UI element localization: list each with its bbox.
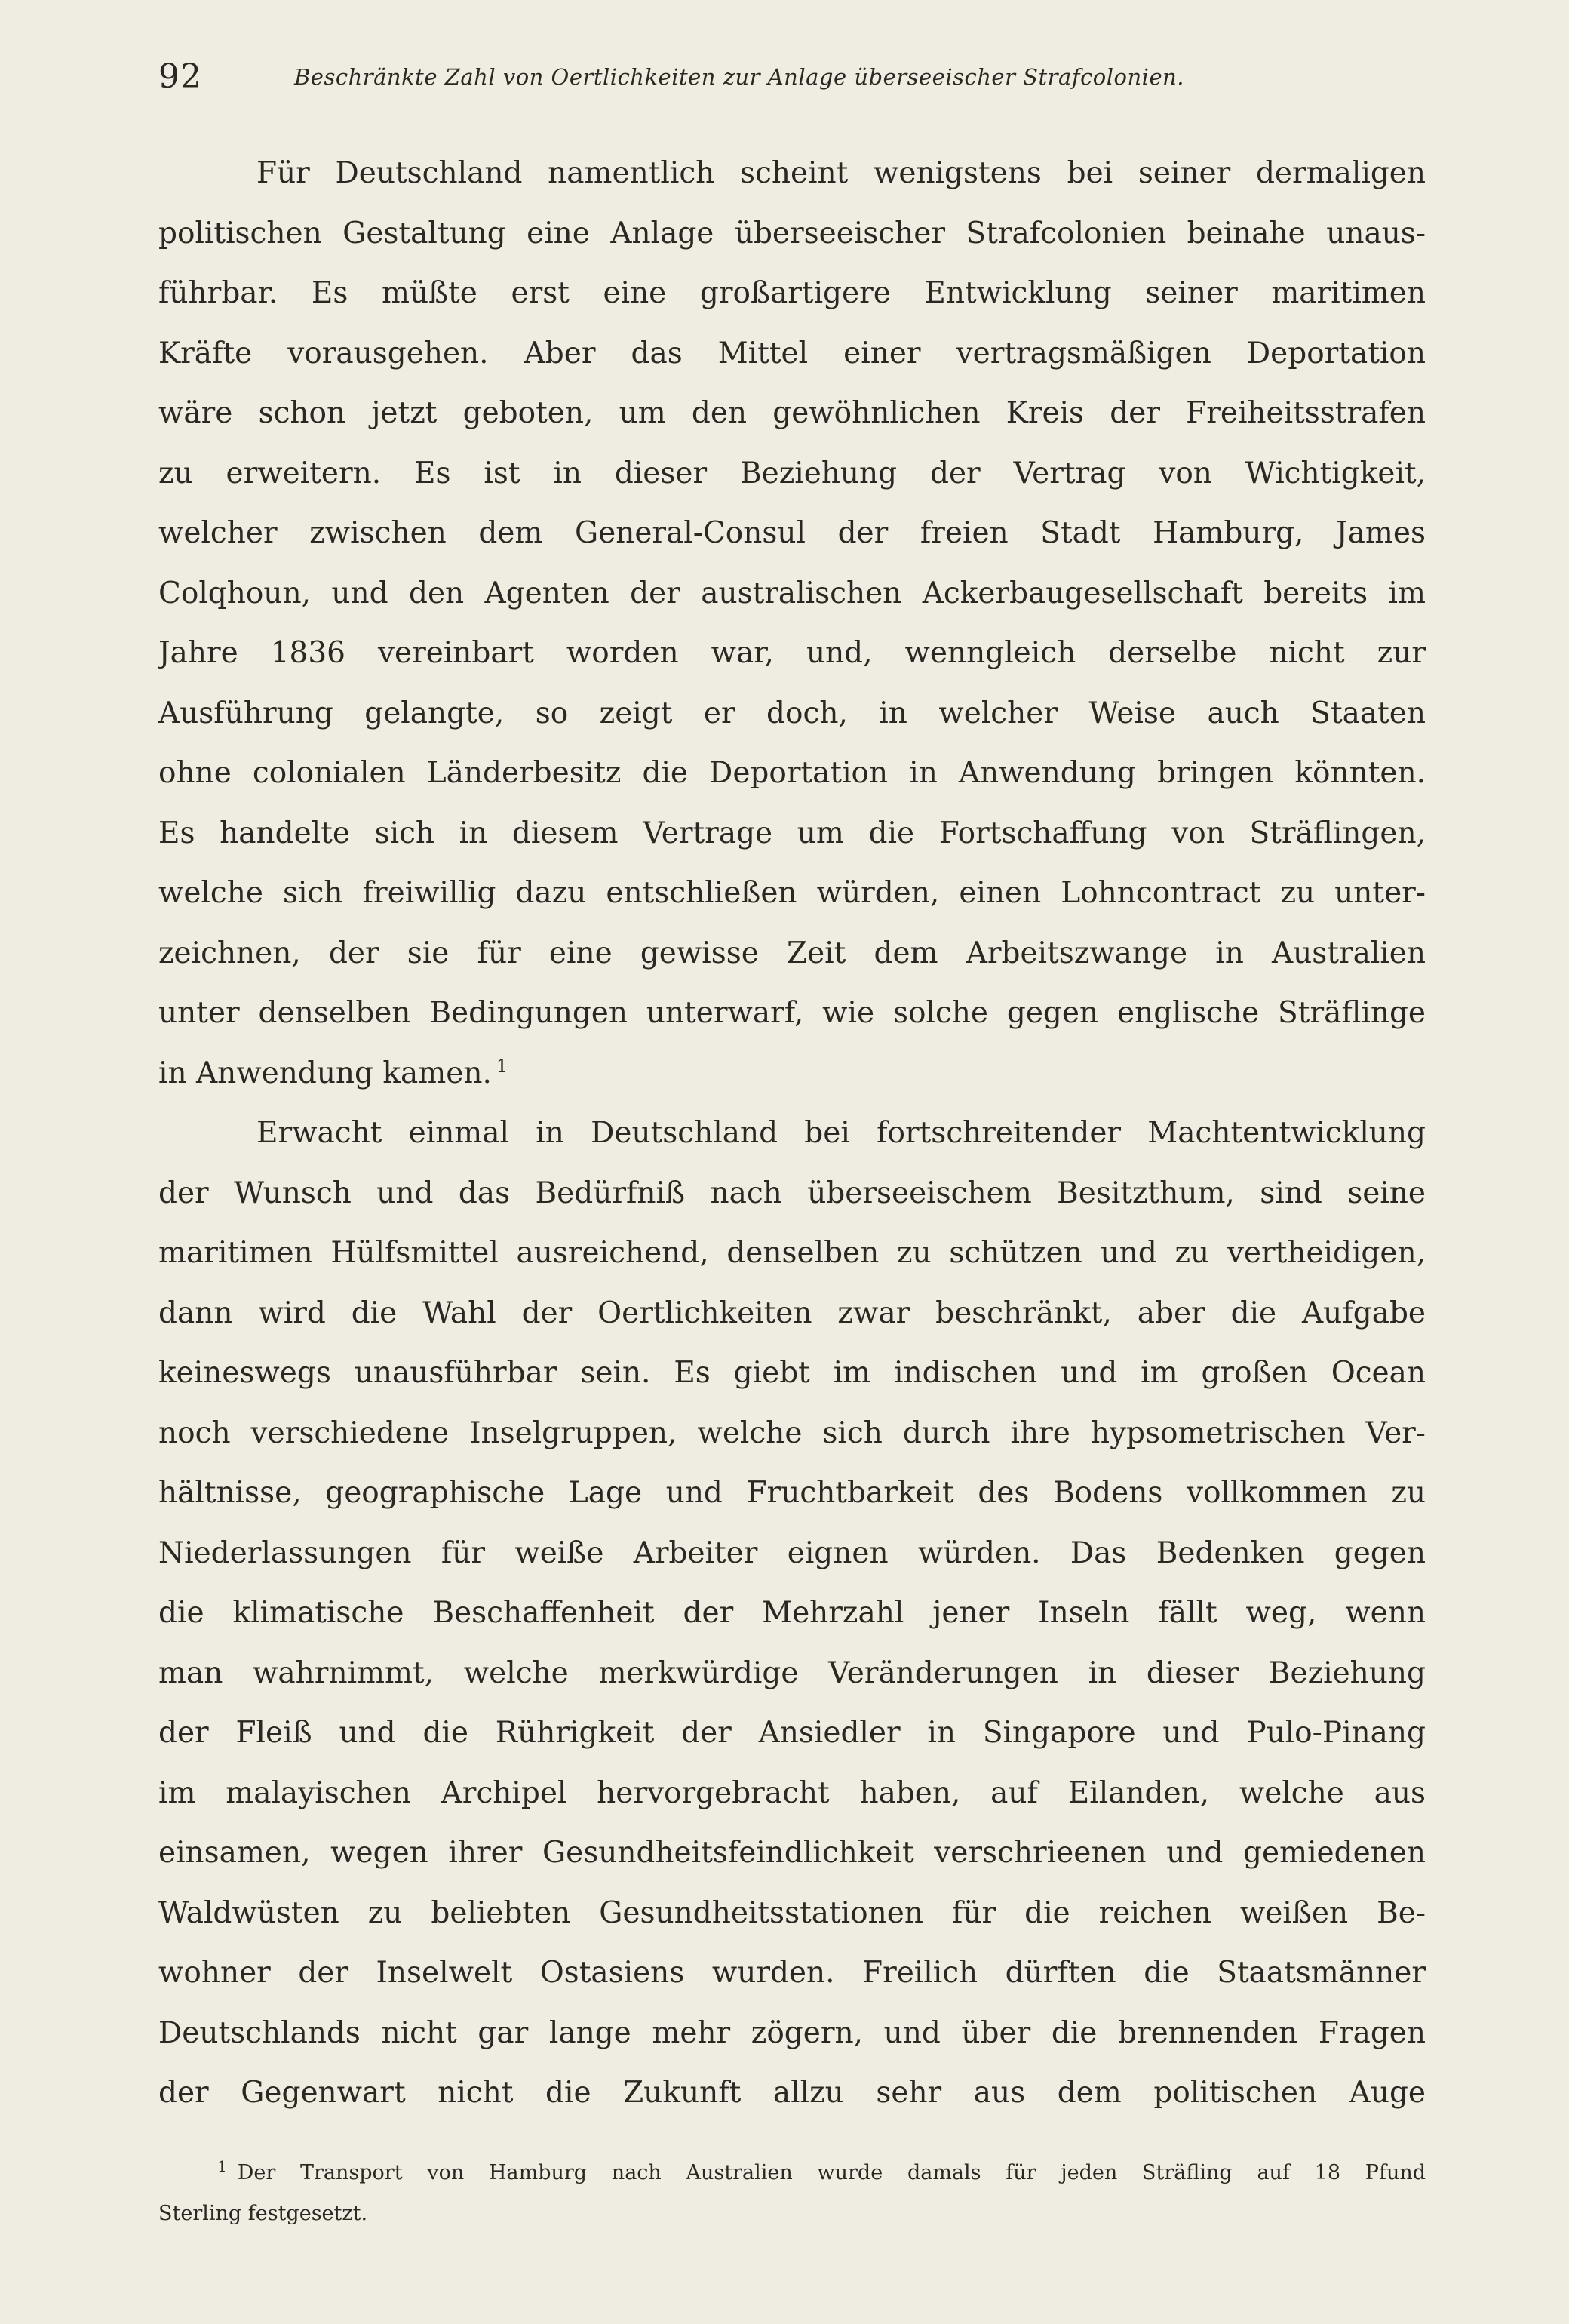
text-line: politischen Gestaltung eine Anlage überseeischer Strafcolonien beinahe unaus- bbox=[158, 216, 1426, 251]
text-line: man wahrnimmt, welche merkwürdige Veränderungen in dieser Beziehung bbox=[158, 1655, 1426, 1690]
footnote-text: Der Transport von Hamburg nach Australien wurde damals für jeden Sträfling auf 18 Pfund bbox=[237, 2161, 1426, 2184]
text-line: zeichnen, der sie für eine gewisse Zeit dem Arbeitszwange in Australien bbox=[158, 936, 1426, 970]
text-line: Waldwüsten zu beliebten Gesundheitsstationen für die reichen weißen Be- bbox=[158, 1895, 1426, 1930]
text-line: noch verschiedene Inselgruppen, welche sich durch ihre hypsometrischen Ver- bbox=[158, 1416, 1426, 1450]
text-line: hältnisse, geographische Lage und Fruchtbarkeit des Bodens vollkommen zu bbox=[158, 1476, 1426, 1510]
text-line: dann wird die Wahl der Oertlichkeiten zwar beschränkt, aber die Aufgabe bbox=[158, 1296, 1426, 1330]
text-line: der Gegenwart nicht die Zukunft allzu sehr aus dem politischen Auge bbox=[158, 2076, 1426, 2110]
text-line: Deutschlands nicht gar lange mehr zögern, und über die brennenden Fragen bbox=[158, 2015, 1426, 2050]
footnote-line: Sterling festgesetzt. bbox=[158, 2202, 368, 2225]
text-line: führbar. Es müßte erst eine großartigere Entwicklung seiner maritimen bbox=[158, 276, 1426, 310]
main-text bbox=[158, 143, 1426, 2123]
text-line-content: in Anwendung kamen. bbox=[158, 1056, 492, 1090]
text-line: Erwacht einmal in Deutschland bei fortschreitender Machtentwicklung bbox=[256, 1116, 1426, 1150]
text-line: Jahre 1836 vereinbart worden war, und, wenngleich derselbe nicht zur bbox=[158, 636, 1426, 670]
text-line: unter denselben Bedingungen unterwarf, wie solche gegen englische Sträflinge bbox=[158, 996, 1426, 1030]
text-line: keineswegs unausführbar sein. Es giebt im indischen und im großen Ocean bbox=[158, 1356, 1426, 1390]
footnote bbox=[158, 2153, 1426, 2234]
footnote-line bbox=[158, 2153, 1426, 2193]
text-line: Niederlassungen für weiße Arbeiter eignen würden. Das Bedenken gegen bbox=[158, 1536, 1426, 1570]
text-line: der Wunsch und das Bedürfniß nach überseeischem Besitzthum, sind seine bbox=[158, 1176, 1426, 1210]
page-number: 92 bbox=[158, 57, 202, 96]
text-line: zu erweitern. Es ist in dieser Beziehung der Vertrag von Wichtigkeit, bbox=[158, 456, 1426, 490]
text-line: der Fleiß und die Rührigkeit der Ansiedler in Singapore und Pulo-Pinang bbox=[158, 1716, 1426, 1750]
text-line bbox=[158, 1044, 1426, 1104]
text-line: einsamen, wegen ihrer Gesundheitsfeindlichkeit verschrieenen und gemiedenen bbox=[158, 1836, 1426, 1870]
footnote-mark: 1 bbox=[217, 2157, 227, 2175]
text-line: Kräfte vorausgehen. Aber das Mittel einer vertragsmäßigen Deportation bbox=[158, 336, 1426, 370]
text-line: Ausführung gelangte, so zeigt er doch, in welcher Weise auch Staaten bbox=[158, 696, 1426, 730]
text-line: wohner der Inselwelt Ostasiens wurden. Freilich dürften die Staatsmänner bbox=[158, 1956, 1426, 1990]
text-line: Colqhoun, und den Agenten der australischen Ackerbaugesellschaft bereits im bbox=[158, 576, 1426, 610]
text-line: im malayischen Archipel hervorgebracht haben, auf Eilanden, welche aus bbox=[158, 1775, 1426, 1810]
text-line: die klimatische Beschaffenheit der Mehrzahl jener Inseln fällt weg, wenn bbox=[158, 1596, 1426, 1630]
text-line: welcher zwischen dem General-Consul der freien Stadt Hamburg, James bbox=[158, 516, 1426, 550]
text-line: wäre schon jetzt geboten, um den gewöhnlichen Kreis der Freiheitsstrafen bbox=[158, 396, 1426, 430]
text-line: welche sich freiwillig dazu entschließen würden, einen Lohncontract zu unter- bbox=[158, 876, 1426, 910]
text-line: Für Deutschland namentlich scheint wenigstens bei seiner dermaligen bbox=[256, 156, 1426, 190]
text-line: ohne colonialen Länderbesitz die Deportation in Anwendung bringen könnten. bbox=[158, 756, 1426, 790]
running-title: Beschränkte Zahl von Oertlichkeiten zur Anlage überseeischer Strafcolonien. bbox=[294, 64, 1185, 90]
text-line: Es handelte sich in diesem Vertrage um die Fortschaffung von Sträflingen, bbox=[158, 816, 1426, 850]
footnote-reference[interactable]: 1 bbox=[496, 1055, 508, 1077]
page-header bbox=[158, 54, 1433, 100]
text-line: maritimen Hülfsmittel ausreichend, denselben zu schützen und zu vertheidigen, bbox=[158, 1236, 1426, 1270]
